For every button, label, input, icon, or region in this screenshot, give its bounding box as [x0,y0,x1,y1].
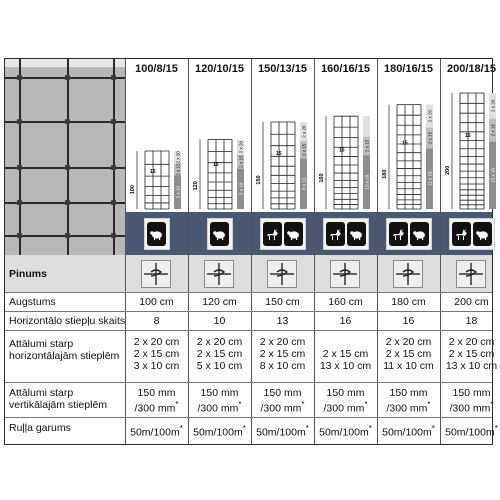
footnote-star: * [490,400,494,409]
knot-icon [204,260,234,288]
deer-icon [263,222,282,246]
footnote-star: * [305,424,309,433]
footnote-star: * [431,424,435,433]
spacing-v-value-line1: 150 mm [452,387,491,399]
spacing-h-value: 2 x 15 cm [133,348,180,360]
horizontal-count-value: 10 [213,315,226,327]
deer-icon [389,222,408,246]
spacing-v-value-line2: /300 mm* [323,400,368,415]
fence-photo [5,59,125,269]
knot-icon [393,260,423,288]
footnote-star: * [364,400,368,409]
fence-diagram [188,77,251,229]
spacing-bar-label: 2 x 20 [490,99,496,112]
inner-spacing-annotation: 15 [402,140,408,147]
spacing-bar-label: 2 x 15 [427,131,433,145]
height-annotation: 120 [193,181,199,191]
model-150: 150/13/15 [258,63,307,75]
footnote-star: * [368,424,372,433]
knot-icon [330,260,360,288]
spacing-h-value: 2 x 15 cm [448,348,495,360]
footnote-star: * [238,400,242,409]
spacing-bar-label: 5 x 10 [238,182,244,195]
spacing-v-value-line2: /300 mm* [386,400,431,415]
spacing-h-value: 2 x 15 cm [322,348,369,360]
spacing-h-value: 2 x 15 cm [259,348,306,360]
roll-length-value: 50m/100m* [256,424,309,439]
height-annotation: 200 [445,165,451,175]
fence-spec-table [4,58,498,445]
inner-spacing-annotation: 15 [150,169,156,176]
sheep-icon [410,222,429,246]
knot-icon [456,260,486,288]
spacing-bar-label: 2 x 15 [364,139,370,153]
roll-length-value: 50m/100m* [382,424,435,439]
spacing-bar-label: 13 x 10 [490,167,496,183]
roll-length-label: Ruļļa garums [9,422,71,434]
spacing-v-label-2: vertikālajām stieplēm [9,399,108,411]
spacing-v-value-line1: 150 mm [200,387,239,399]
spacing-bar-label: 2 x 20 [175,151,181,164]
footnote-star: * [179,424,183,433]
height-label: Augstums [9,296,56,308]
pinums-label: Pinums [9,268,47,280]
spacing-bar-label: 2 x 15 [301,143,307,156]
animal-icons [386,218,432,250]
animal-icons [449,218,495,250]
deer-icon [452,222,471,246]
spacing-h-value: 2 x 20 cm [196,336,243,348]
animal-icons [323,218,369,250]
height-value: 150 cm [265,296,300,308]
roll-length-value: 50m/100m* [445,424,498,439]
spacing-v-value-line2: /300 mm* [134,400,179,415]
height-value: 120 cm [202,296,237,308]
spacing-bar-label: 2 x 20 [238,140,244,154]
spacing-v-value-line2: /300 mm* [449,400,494,415]
spacing-h-value: 2 x 15 cm [385,348,432,360]
deer-icon [326,222,345,246]
spacing-bar-label: 8 x 10 [301,177,307,190]
spacing-v-label-1: Attālumi starp [9,387,74,399]
spacing-h-value: 5 x 10 cm [196,360,243,372]
fence-diagram [251,77,314,229]
roll-length-value: 50m/100m* [193,424,246,439]
spacing-h-value: 11 x 10 cm [383,360,434,372]
inner-spacing-annotation: 15 [339,147,345,154]
horizontal-count-value: 16 [339,315,352,327]
knot-icon [267,260,297,288]
footnote-star: * [175,400,179,409]
horizontal-count-value: 18 [465,315,478,327]
spacing-h-value: 2 x 20 cm [259,336,306,348]
spacing-v-value-line1: 150 mm [389,387,428,399]
spacing-bar-label: 2 x 15 [175,163,181,176]
horizontal-count-value: 8 [153,315,160,327]
spacing-v-value-line2: /300 mm* [260,400,305,415]
spacing-bar-label: 2 x 20 [427,109,433,123]
footnote-star: * [427,400,431,409]
spacing-bar-label: 2 x 15 [490,123,496,137]
knot-icon [141,260,171,288]
model-100: 100/8/15 [135,63,178,75]
spacing-h-value: 2 x 20 cm [448,336,495,348]
height-value: 160 cm [328,296,363,308]
height-value: 180 cm [391,296,426,308]
spacing-bar-label: 11 x 10 [427,171,433,186]
model-160: 160/16/15 [321,63,370,75]
sheep-icon [147,222,166,246]
height-annotation: 180 [382,169,388,179]
fence-diagram [125,77,188,229]
spacing-v-value-line1: 150 mm [263,387,302,399]
fence-diagram [314,77,377,229]
fence-diagram [440,77,500,229]
spacing-h-value: 8 x 10 cm [259,360,306,372]
roll-length-value: 50m/100m* [130,424,183,439]
spacing-h-label-1: Attālumi starp [9,338,74,350]
animal-icons [260,218,306,250]
spacing-v-value-line2: /300 mm* [197,400,242,415]
horizontal-count-label: Horizontālo stiepļu skaits [9,315,126,327]
height-value: 100 cm [139,296,174,308]
spacing-bar-label: 2 x 15 [238,155,244,168]
roll-length-value: 50m/100m* [319,424,372,439]
spacing-h-value: 13 x 10 cm [319,360,372,372]
height-annotation: 100 [130,185,136,195]
horizontal-count-value: 16 [402,315,415,327]
footnote-star: * [494,424,498,433]
height-annotation: 160 [319,173,325,183]
height-value: 200 cm [454,296,489,308]
spacing-bar-label: 3 x 10 [175,186,181,199]
footnote-star: * [242,424,246,433]
spacing-bar-label: 2 x 20 [301,125,307,138]
spacing-h-value: 3 x 10 cm [133,360,180,372]
spacing-h-value: 2 x 20 cm [385,336,432,348]
spacing-h-value: 13 x 10 cm [445,360,498,372]
spacing-v-value-line1: 150 mm [137,387,176,399]
sheep-icon [473,222,492,246]
spacing-bar-label: 13 x 10 [364,174,370,190]
spacing-bar-segment [363,116,370,136]
model-180: 180/16/15 [384,63,433,75]
fence-diagram [377,77,440,229]
height-annotation: 150 [256,175,262,185]
sheep-icon [284,222,303,246]
spacing-h-label-2: horizontālajām stieplēm [9,350,120,362]
animal-icons [207,218,233,250]
sheep-icon [210,222,229,246]
spacing-h-value: 2 x 20 cm [133,336,180,348]
horizontal-count-value: 13 [276,315,289,327]
model-120: 120/10/15 [195,63,244,75]
model-200: 200/18/15 [447,63,496,75]
inner-spacing-annotation: 15 [465,133,471,140]
animal-icons [144,218,170,250]
sheep-icon [347,222,366,246]
inner-spacing-annotation: 15 [276,151,282,158]
inner-spacing-annotation: 15 [213,161,219,168]
spacing-h-value: 2 x 15 cm [196,348,243,360]
spacing-v-value-line1: 150 mm [326,387,365,399]
footnote-star: * [301,400,305,409]
